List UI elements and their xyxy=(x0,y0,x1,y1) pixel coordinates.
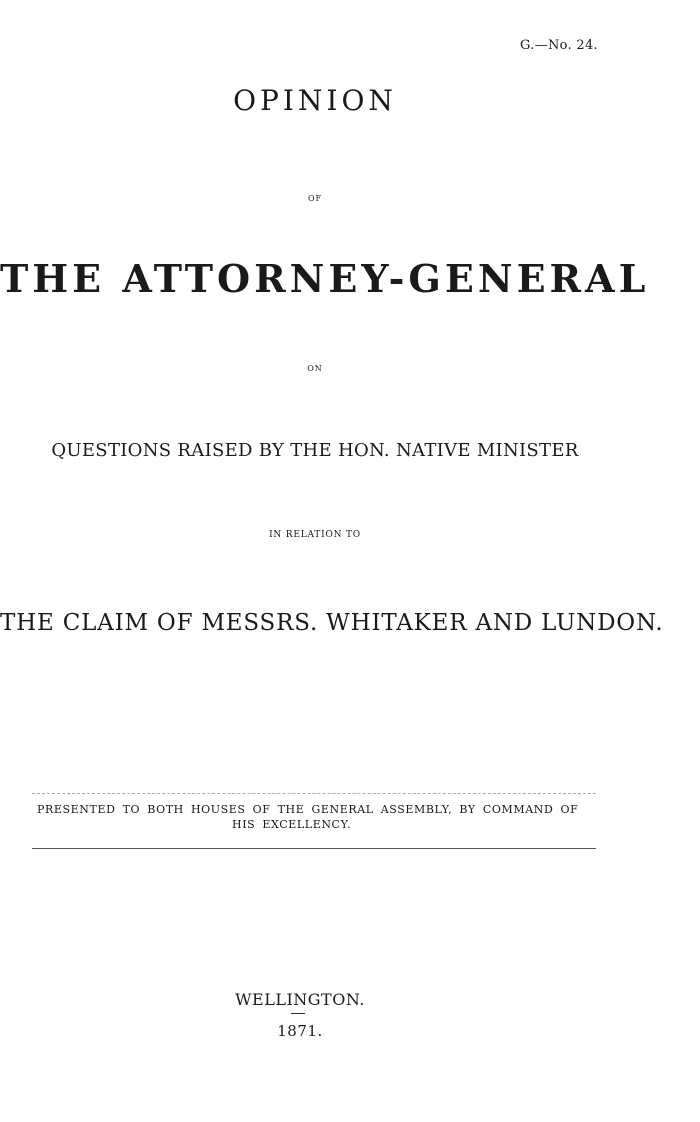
connector-of: OF xyxy=(307,194,323,203)
connector-in-relation-to: IN RELATION TO xyxy=(269,530,361,540)
imprint-dash xyxy=(291,1013,305,1014)
imprint-year: 1871. xyxy=(277,1022,323,1040)
document-title: OPINION xyxy=(233,84,397,117)
document-reference-number: G.—No. 24. xyxy=(520,38,598,53)
imprint-place: WELLINGTON. xyxy=(235,990,365,1009)
claim-line: THE CLAIM OF MESSRS. WHITAKER AND LUNDON. xyxy=(0,610,664,636)
document-subject: THE ATTORNEY-GENERAL xyxy=(0,256,650,301)
presentation-line-2: HIS EXCELLENCY. xyxy=(232,818,352,831)
bottom-divider xyxy=(32,848,596,849)
presentation-line-1: PRESENTED TO BOTH HOUSES OF THE GENERAL ASSEMBLY, BY COMMAND OF xyxy=(37,803,579,816)
connector-on: ON xyxy=(307,364,323,373)
questions-line: QUESTIONS RAISED BY THE HON. NATIVE MINISTER xyxy=(51,440,579,461)
top-divider xyxy=(32,793,596,794)
